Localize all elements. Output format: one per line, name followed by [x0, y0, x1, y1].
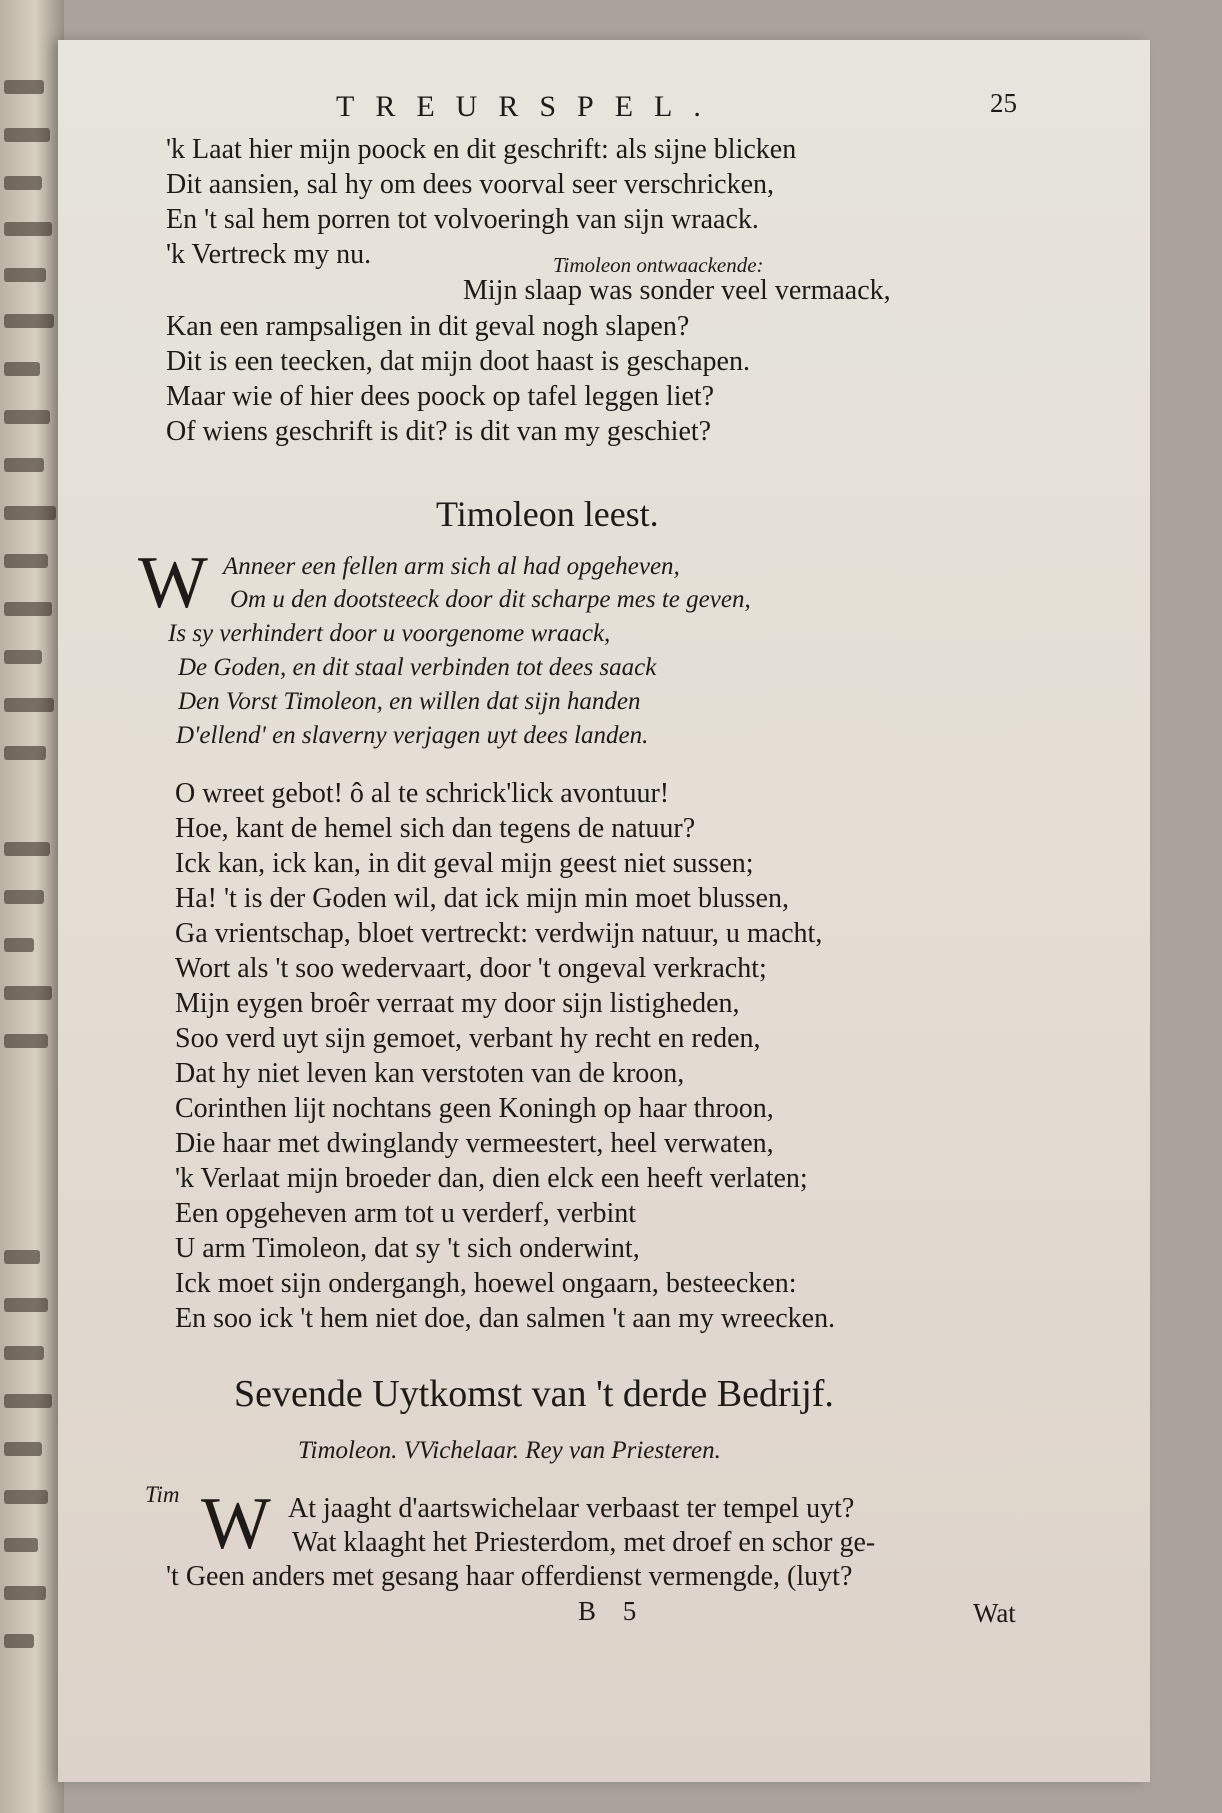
section-heading: Timoleon leest. — [436, 494, 659, 534]
facing-page-text-fragment — [4, 650, 42, 664]
facing-page-text-fragment — [4, 222, 52, 236]
section-heading: Sevende Uytkomst van 't derde Bedrijf. — [234, 1373, 834, 1415]
drop-cap: W — [201, 1483, 271, 1565]
facing-page-text-fragment — [4, 746, 46, 760]
facing-page-text-fragment — [4, 268, 46, 282]
verse-line: Mijn slaap was sonder veel vermaack, — [463, 275, 891, 306]
facing-page-text-fragment — [4, 890, 44, 904]
book-page — [58, 40, 1150, 1782]
letter-line: Om u den dootsteeck door dit scharpe mes te geven, — [230, 586, 751, 613]
signature-mark: B 5 — [578, 1596, 647, 1626]
facing-page-text-fragment — [4, 128, 50, 142]
verse-line: 'k Verlaat mijn broeder dan, dien elck een heeft verlaten; — [175, 1163, 808, 1194]
verse-line: O wreet gebot! ô al te schrick'lick avontuur! — [175, 778, 670, 809]
verse-line: Of wiens geschrift is dit? is dit van my geschiet? — [166, 416, 712, 447]
verse-line: Mijn eygen broêr verraat my door sijn listigheden, — [175, 988, 740, 1019]
letter-line: Den Vorst Timoleon, en willen dat sijn handen — [178, 688, 641, 715]
facing-page-text-fragment — [4, 1298, 48, 1312]
verse-line: U arm Timoleon, dat sy 't sich onderwint, — [175, 1233, 640, 1264]
facing-page-text-fragment — [4, 554, 48, 568]
letter-line: De Goden, en dit staal verbinden tot dees saack — [178, 654, 657, 681]
facing-page-text-fragment — [4, 1490, 48, 1504]
facing-page-text-fragment — [4, 1346, 44, 1360]
stage-direction: Timoleon ontwaackende: — [553, 253, 764, 277]
facing-page-text-fragment — [4, 410, 50, 424]
facing-page-text-fragment — [4, 1442, 42, 1456]
letter-line: Is sy verhindert door u voorgenome wraack, — [168, 620, 611, 647]
facing-page-text-fragment — [4, 362, 40, 376]
verse-line: 't Geen anders met gesang haar offerdienst vermengde, (luyt? — [166, 1561, 853, 1592]
facing-page-text-fragment — [4, 1634, 34, 1648]
verse-line: En soo ick 't hem niet doe, dan salmen 't aan my wreecken. — [175, 1303, 836, 1334]
verse-line: Dit aansien, sal hy om dees voorval seer verschricken, — [166, 169, 775, 200]
verse-line: Ick moet sijn ondergangh, hoewel ongaarn, besteecken: — [175, 1268, 797, 1299]
facing-page-text-fragment — [4, 176, 42, 190]
verse-line: Soo verd uyt sijn gemoet, verbant hy recht en reden, — [175, 1023, 761, 1054]
verse-line: Wat klaaght het Priesterdom, met droef en schor ge- — [292, 1527, 876, 1558]
facing-page-text-fragment — [4, 698, 54, 712]
verse-line: 'k Laat hier mijn poock en dit geschrift: als sijne blicken — [166, 134, 797, 165]
facing-page-text-fragment — [4, 314, 54, 328]
facing-page-text-fragment — [4, 1034, 48, 1048]
facing-page-text-fragment — [4, 986, 52, 1000]
verse-line: Een opgeheven arm tot u verderf, verbint — [175, 1198, 637, 1229]
verse-line: Hoe, kant de hemel sich dan tegens de natuur? — [175, 813, 696, 844]
letter-line: Anneer een fellen arm sich al had opgeheven, — [223, 553, 680, 580]
verse-line: Die haar met dwinglandy vermeestert, heel verwaten, — [175, 1128, 774, 1159]
facing-page-text-fragment — [4, 842, 50, 856]
facing-page-text-fragment — [4, 1250, 40, 1264]
facing-page-text-fragment — [4, 602, 52, 616]
drop-cap: W — [138, 542, 208, 624]
facing-page-text-fragment — [4, 506, 56, 520]
verse-line: Ick kan, ick kan, in dit geval mijn geest niet sussen; — [175, 848, 754, 879]
facing-page-edge — [0, 0, 64, 1813]
facing-page-text-fragment — [4, 938, 34, 952]
facing-page-text-fragment — [4, 1586, 46, 1600]
verse-line: Wort als 't soo wedervaart, door 't ongeval verkracht; — [175, 953, 767, 984]
verse-line: En 't sal hem porren tot volvoeringh van sijn wraack. — [166, 204, 759, 235]
catchword: Wat — [973, 1598, 1016, 1628]
verse-line: Ha! 't is der Goden wil, dat ick mijn min moet blussen, — [175, 883, 789, 914]
verse-line: At jaaght d'aartswichelaar verbaast ter tempel uyt? — [288, 1493, 855, 1524]
verse-line: Kan een rampsaligen in dit geval nogh slapen? — [166, 311, 690, 342]
running-header: TREURSPEL. — [336, 90, 722, 123]
letter-line: D'ellend' en slaverny verjagen uyt dees landen. — [176, 722, 649, 749]
verse-line: Maar wie of hier dees poock op tafel leggen liet? — [166, 381, 715, 412]
verse-line: Ga vrientschap, bloet vertreckt: verdwijn natuur, u macht, — [175, 918, 823, 949]
verse-line: Dat hy niet leven kan verstoten van de kroon, — [175, 1058, 685, 1089]
facing-page-text-fragment — [4, 80, 44, 94]
verse-line: 'k Vertreck my nu. — [166, 239, 372, 270]
speaker-abbreviation: Tim — [145, 1482, 180, 1507]
facing-page-text-fragment — [4, 1394, 52, 1408]
facing-page-text-fragment — [4, 458, 44, 472]
page-number: 25 — [990, 88, 1017, 118]
facing-page-text-fragment — [4, 1538, 38, 1552]
speaker-list: Timoleon. VVichelaar. Rey van Priesteren. — [298, 1437, 721, 1464]
verse-line: Corinthen lijt nochtans geen Koningh op haar throon, — [175, 1093, 774, 1124]
verse-line: Dit is een teecken, dat mijn doot haast is geschapen. — [166, 346, 750, 377]
